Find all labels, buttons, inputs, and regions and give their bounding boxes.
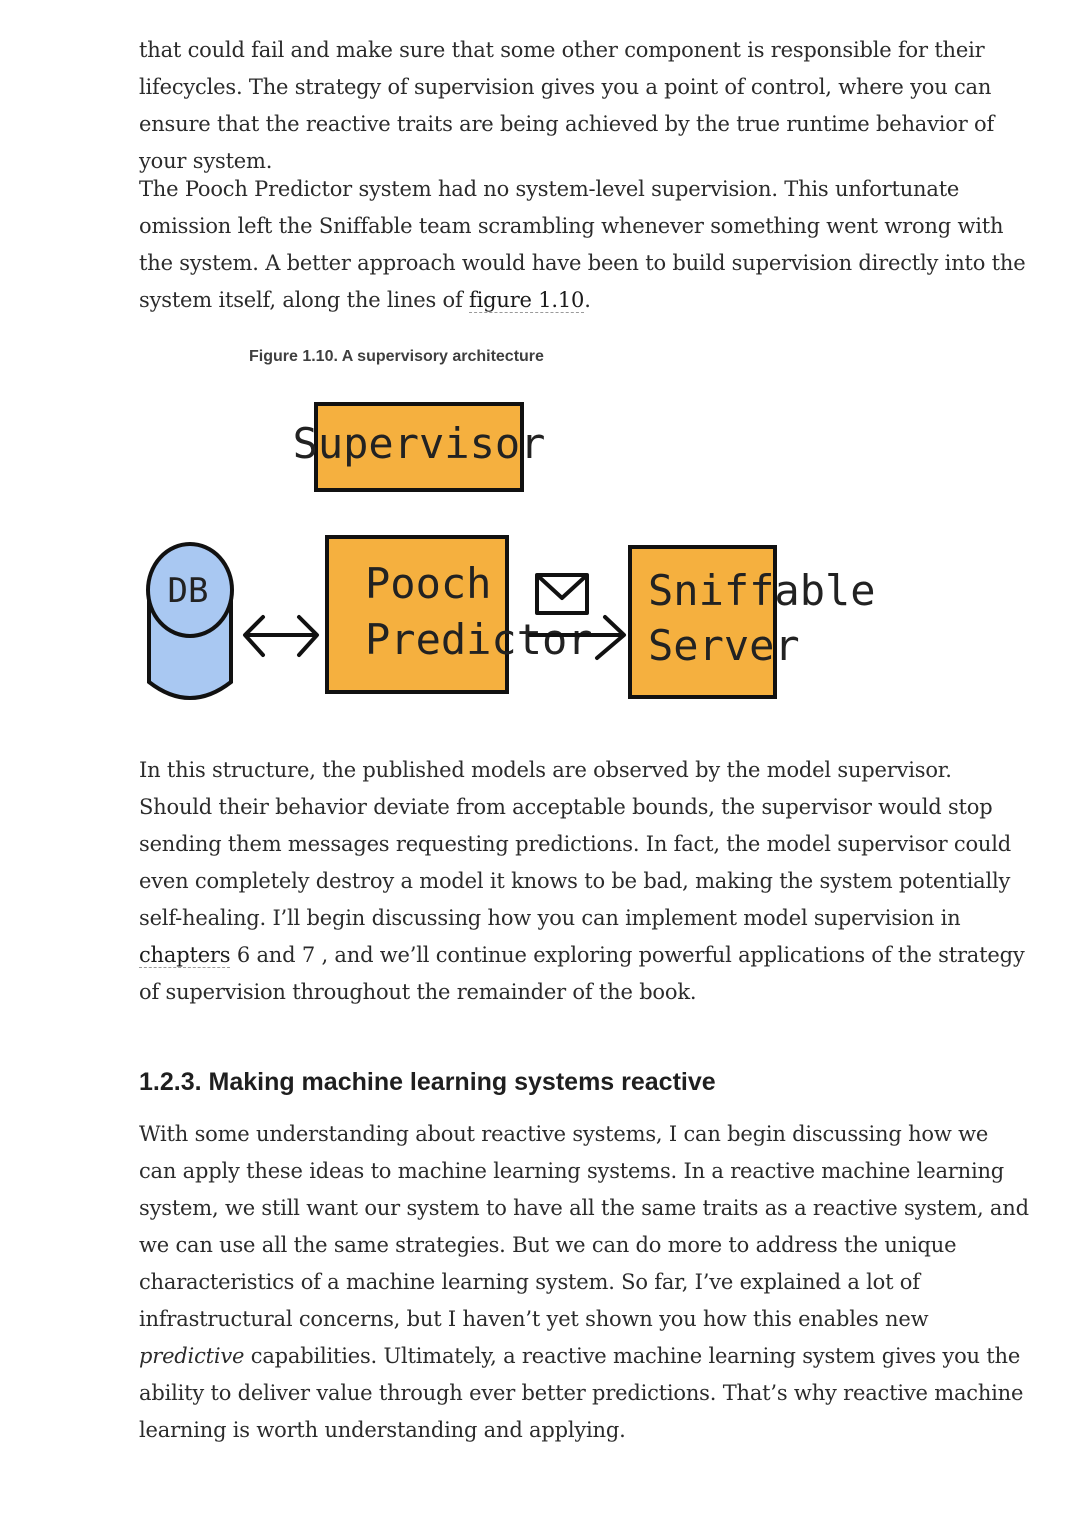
bidirectional-arrow-icon — [245, 617, 317, 655]
predictor-label-line1: Pooch — [365, 559, 492, 608]
server-label-line1: Sniffable — [648, 566, 876, 615]
chapter-7-link[interactable]: 7 — [301, 943, 322, 967]
database-cylinder — [148, 544, 232, 698]
chapters-link[interactable]: chapters — [139, 943, 231, 967]
paragraph-reactive-ml: With some understanding about reactive systems, I can begin discussing how we can apply these ideas to machine learning systems. In a reactive machine learning system, we still want our system to have all the same traits as a reactive system, and we can use all the same strategies. But we can do more to address the unique characteristics of a machine learning system. So far, I’ve explained a lot of infrastructural concerns, but I haven’t yet shown you how this enables new predictive capabilities. Ultimately, a reactive machine learning system gives you the ability to deliver value through ever better predictions. That’s why reactive machine learning is worth understanding and applying. — [139, 1122, 1029, 1442]
sniffable-server-box — [630, 547, 876, 697]
figure-1-10-link[interactable]: figure 1.10 — [469, 288, 585, 312]
supervisor-label: Supervisor — [292, 419, 546, 468]
db-label: DB — [167, 571, 209, 611]
predictor-label-line2: Predictor — [365, 615, 593, 664]
paragraph-supervision-intro: that could fail and make sure that some other component is responsible for their lifecycles. The strategy of supervision gives you a point of control, where you can ensure that the reactive traits are being achieved by the true runtime behavior of your system. — [139, 38, 995, 173]
paragraph-pooch-no-supervision: The Pooch Predictor system had no system-level supervision. This unfortunate omission left the Sniffable team scrambling whenever something went wrong with the system. A better approach would have been to build supervision directly into the system itself, along the lines of figure 1.10. — [139, 177, 1026, 312]
supervisory-architecture-diagram — [135, 392, 876, 717]
server-label-line2: Server — [648, 621, 800, 670]
supervisor-box — [293, 404, 546, 490]
paragraph-supervisor-structure: In this structure, the published models are observed by the model supervisor. Should their behavior deviate from acceptable bounds, the supervisor would stop sending them messages requesting predictions. In fact, the model supervisor could even completely destroy a model it knows to be bad, making the system potentially self-healing. I’ll begin discussing how you can implement model supervision in chapters 6 and 7 , and we’ll continue exploring powerful applications of the strategy of supervision throughout the remainder of the book. — [139, 758, 1025, 1004]
section-heading: 1.2.3. Making machine learning systems reactive — [139, 1068, 716, 1096]
figure-caption: Figure 1.10. A supervisory architecture — [249, 348, 544, 365]
envelope-icon — [537, 575, 587, 613]
